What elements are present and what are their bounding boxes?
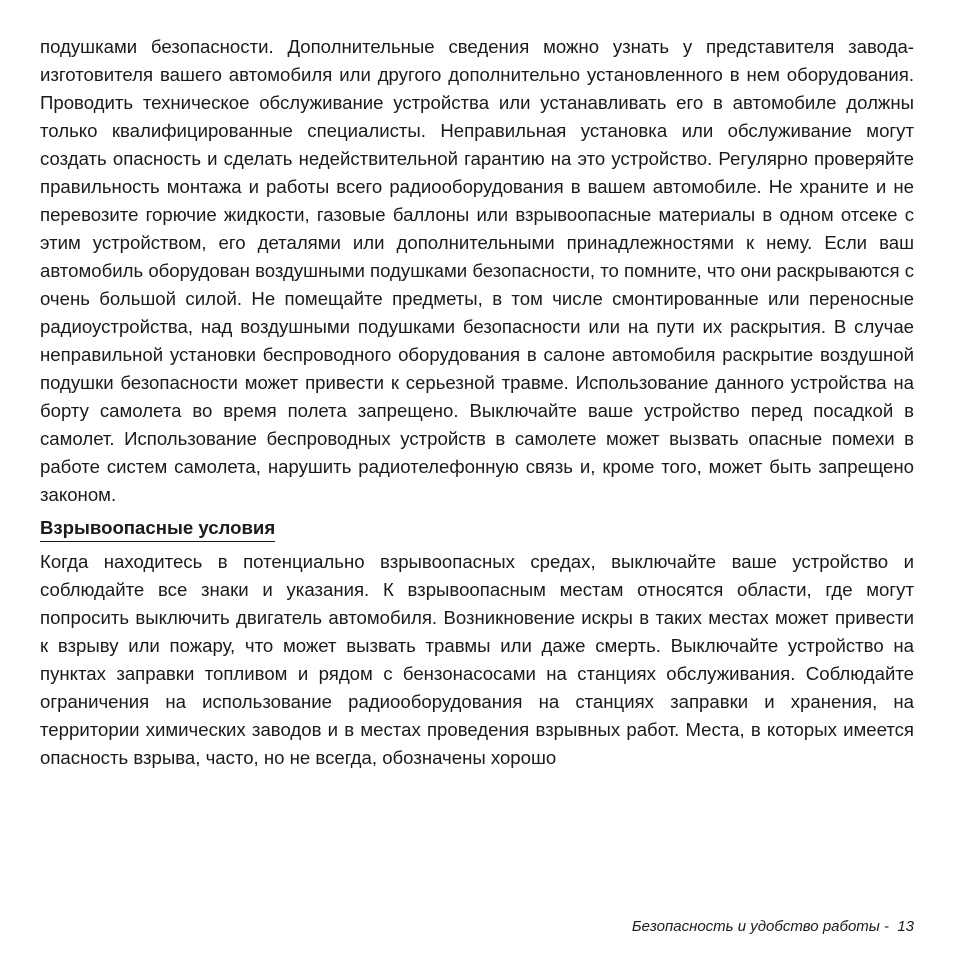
paragraph-vehicle-safety: подушками безопасности. Дополнительные сведения можно узнать у представителя завода-изготовителя вашего автомобиля или другого дополнительно установленного в нем оборудования. Проводить техническое обслуживание устройства или устанавливать его в автомобиле должны только квалифицированные специалисты. Неправильная установка или обслуживание могут создать опасность и сделать недействительной гарантию на это устройство. Регулярно проверяйте правильность монтажа и работы всего радиооборудования в вашем автомобиле. Не храните и не перевозите горючие жидкости, газовые баллоны или взрывоопасные материалы в одном отсеке с этим устройством, его деталями или дополнительными принадлежностями к нему. Если ваш автомобиль оборудован воздушными подушками безопасности, то помните, что они раскрываются с очень большой силой. Не помещайте предметы, в том числе смонтированные или переносные радиоустройства, над воздушными подушками безопасности или на пути их раскрытия. В случае неправильной установки беспроводного оборудования в салоне автомобиля раскрытие воздушной подушки безопасности может привести к серьезной травме. Использование данного устройства на борту самолета во время полета запрещено. Выключайте ваше устройство перед посадкой в самолет. Использование беспроводных устройств в самолете может вызвать опасные помехи в работе систем самолета, нарушить радиотелефонную связь и, кроме того, может быть запрещено законом. xyxy=(40,36,915,505)
page-footer: Безопасность и удобство работы - 13 xyxy=(631,918,914,935)
section-heading-explosive-conditions: Взрывоопасные условия xyxy=(40,516,275,542)
page-content xyxy=(40,33,914,772)
paragraph-explosive-conditions: Когда находитесь в потенциально взрывоопасных средах, выключайте ваше устройство и соблюдайте все знаки и указания. К взрывоопасным местам относятся области, где могут попросить выключить двигатель автомобиля. Возникновение искры в таких местах может привести к взрыву или пожару, что может вызвать травмы или даже смерть. Выключайте устройство на пунктах заправки топливом и рядом с бензонасосами на станциях обслуживания. Соблюдайте ограничения на использование радиооборудования на станциях заправки и хранения, на территории химических заводов и в местах проведения взрывных работ. Места, в которых имеется опасность взрыва, часто, но не всегда, обозначены хорошо xyxy=(40,551,914,768)
